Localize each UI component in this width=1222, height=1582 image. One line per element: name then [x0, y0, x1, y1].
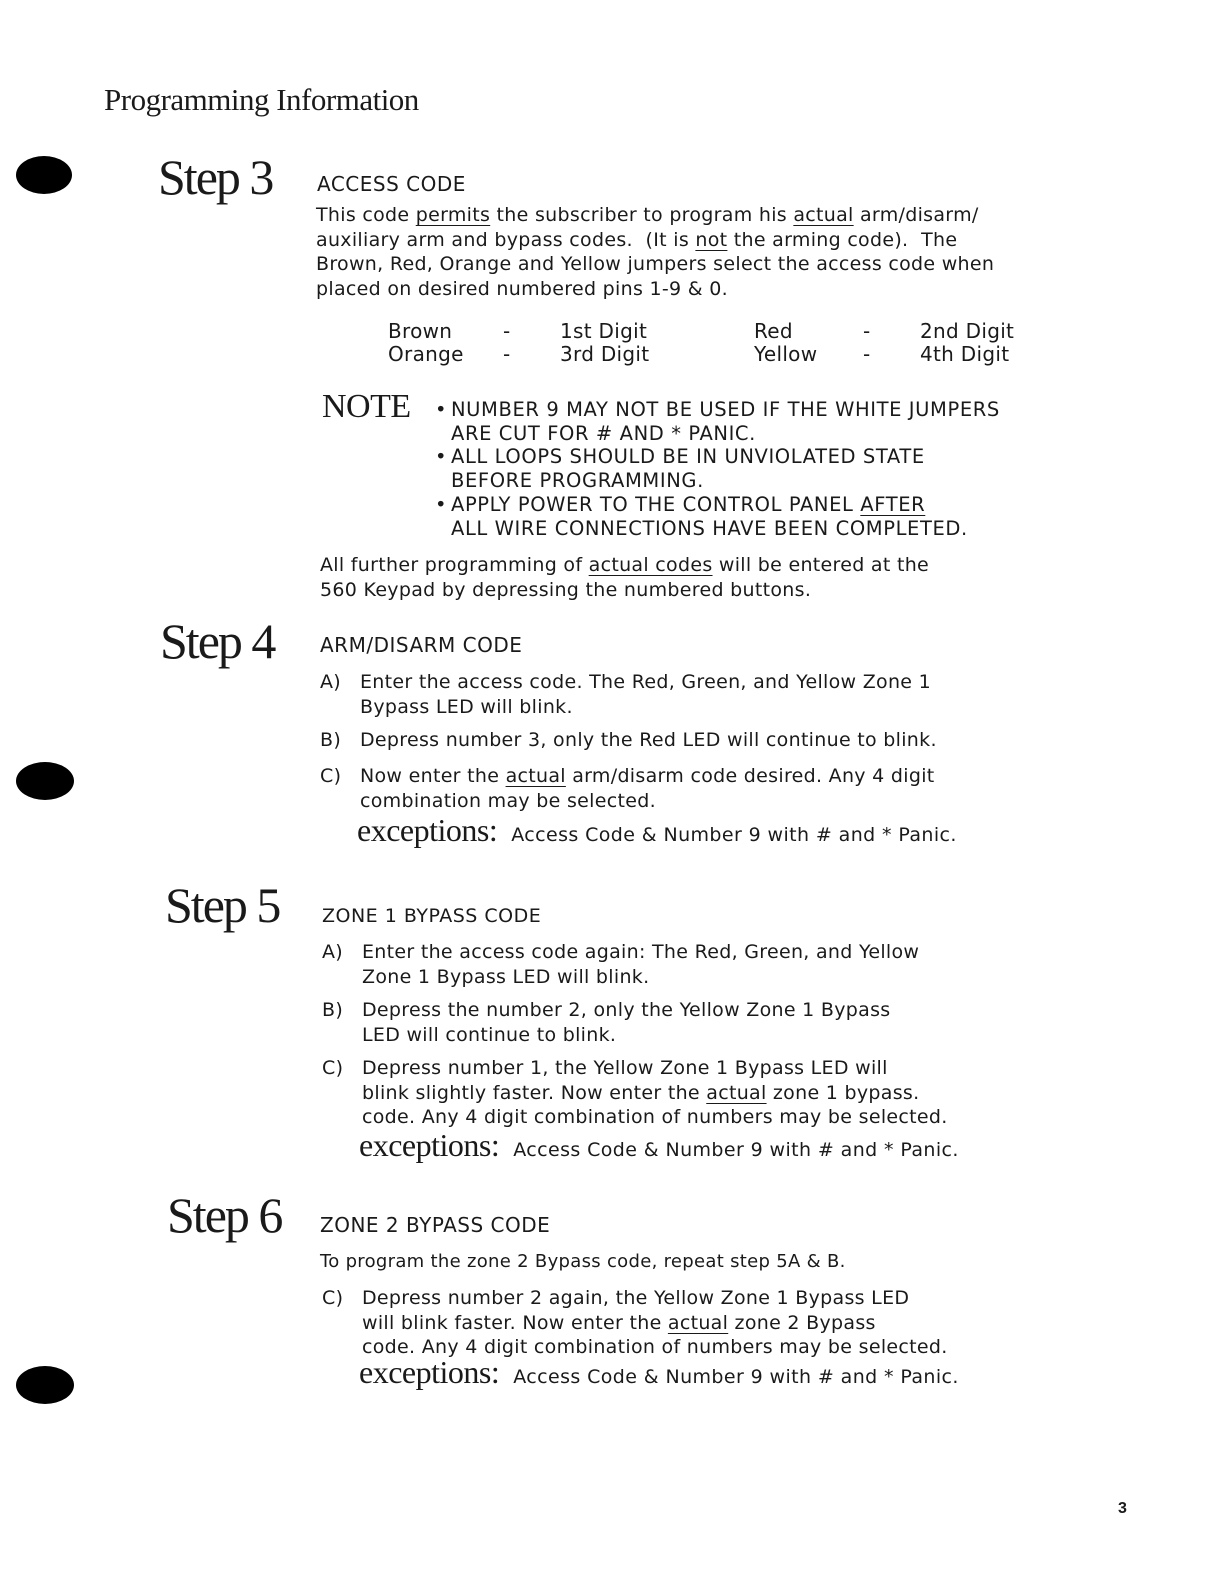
exceptions-text: Access Code & Number 9 with # and * Panic.: [513, 1139, 959, 1161]
page-title: Programming Information: [104, 82, 419, 117]
list-item: C) Depress number 2 again, the Yellow Zone 1 Bypass LED will blink faster. Now enter the actual zone 2 Bypass code. Any 4 digit combination of numbers may be selected.: [322, 1287, 948, 1358]
exceptions-text: Access Code & Number 9 with # and * Panic.: [511, 824, 957, 846]
punch-hole-mark-bottom: [16, 1366, 74, 1404]
underlined-text: not: [695, 228, 728, 251]
note-line: ARE CUT FOR # AND * PANIC.: [451, 421, 756, 445]
exceptions-label: exceptions:: [359, 1354, 500, 1390]
page-number: 3: [1118, 1500, 1127, 1517]
note-list: [435, 398, 1000, 540]
step-6-intro: To program the zone 2 Bypass code, repeat step 5A & B.: [320, 1251, 846, 1272]
note-label: NOTE: [322, 388, 411, 425]
step-4-exceptions: [357, 812, 957, 849]
jumper-digit: 3rd Digit: [560, 342, 650, 366]
underlined-text: actual: [793, 204, 854, 226]
note-bullet: • APPLY POWER TO THE CONTROL PANEL AFTER ALL WIRE CONNECTIONS HAVE BEEN COMPLETED.: [435, 492, 968, 540]
text-run: arm/disarm/: [853, 204, 979, 226]
step-4-label: Step 4: [160, 613, 275, 669]
underlined-text: actual codes: [588, 554, 713, 576]
jumper-table: [388, 320, 1028, 370]
exceptions-label: exceptions:: [357, 812, 498, 848]
jumper-digit: 4th Digit: [920, 342, 1010, 366]
note-line: APPLY POWER TO THE CONTROL PANEL: [451, 492, 861, 516]
jumper-color: Yellow: [754, 342, 818, 366]
list-item: B) Depress number 3, only the Red LED will continue to blink.: [320, 729, 937, 751]
step-6-exceptions: [359, 1354, 959, 1391]
text-run: 560 Keypad by depressing the numbered buttons.: [320, 578, 812, 601]
jumper-dash: -: [863, 342, 871, 366]
list-item: B) Depress the number 2, only the Yellow Zone 1 Bypass LED will continue to blink.: [322, 999, 891, 1046]
text-run: will be entered at the: [712, 554, 930, 576]
jumper-color: Brown: [388, 319, 453, 343]
step-3-label: Step 3: [158, 149, 273, 205]
text-run: auxiliary arm and bypass codes. (It is: [316, 228, 690, 251]
note-line: ALL LOOPS SHOULD BE IN UNVIOLATED STATE: [451, 445, 925, 469]
step-4-items: [320, 670, 937, 813]
jumper-dash: -: [863, 319, 871, 343]
list-item: C) Depress number 1, the Yellow Zone 1 Bypass LED will blink slightly faster. Now enter the actual zone 1 bypass. code. Any 4 digit combination of numbers may be selected.: [322, 1057, 948, 1128]
note-bullet: • NUMBER 9 MAY NOT BE USED IF THE WHITE JUMPERS ARE CUT FOR # AND * PANIC.: [435, 398, 1000, 445]
step-5-heading: ZONE 1 BYPASS CODE: [322, 905, 542, 927]
further-programming-text: [320, 553, 929, 602]
underlined-text: permits: [415, 204, 491, 226]
step-6-items: [322, 1286, 948, 1360]
exceptions-label: exceptions:: [359, 1127, 500, 1163]
step-6-label: Step 6: [167, 1187, 282, 1243]
text-run: the subscriber to program his: [490, 204, 794, 226]
step-5-label: Step 5: [165, 877, 280, 933]
jumper-color: Red: [754, 319, 793, 343]
step-5-items: [322, 940, 948, 1130]
note-line: ALL WIRE CONNECTIONS HAVE BEEN COMPLETED.: [451, 516, 968, 540]
list-item: C) Now enter the actual arm/disarm code desired. Any 4 digit combination may be selected.: [320, 765, 935, 812]
step-3-body: [316, 203, 994, 301]
punch-hole-mark-middle: [16, 762, 74, 800]
list-item: A) Enter the access code again: The Red, Green, and Yellow Zone 1 Bypass LED will blink.: [322, 941, 920, 988]
step-3-heading: ACCESS CODE: [317, 172, 466, 196]
punch-hole-mark-top: [16, 156, 72, 194]
jumper-digit: 1st Digit: [560, 319, 648, 343]
text-run: All further programming of: [320, 554, 589, 576]
step-4-heading: ARM/DISARM CODE: [320, 633, 523, 657]
text-run: Brown, Red, Orange and Yellow jumpers select the access code when: [316, 253, 995, 275]
jumper-color: Orange: [388, 342, 464, 366]
step-5-exceptions: [359, 1127, 959, 1164]
note-line-underlined: AFTER: [860, 492, 926, 516]
note-line: BEFORE PROGRAMMING.: [451, 469, 704, 493]
text-run: the arming code). The: [727, 228, 958, 251]
exceptions-text: Access Code & Number 9 with # and * Panic.: [513, 1366, 959, 1388]
text-run: placed on desired numbered pins 1-9 & 0.: [316, 277, 728, 300]
step-6-heading: ZONE 2 BYPASS CODE: [320, 1213, 551, 1237]
list-item: A) Enter the access code. The Red, Green, and Yellow Zone 1 Bypass LED will blink.: [320, 671, 932, 718]
note-bullet: • ALL LOOPS SHOULD BE IN UNVIOLATED STATE BEFORE PROGRAMMING.: [435, 445, 925, 493]
note-line: NUMBER 9 MAY NOT BE USED IF THE WHITE JUMPERS: [451, 398, 1000, 421]
jumper-digit: 2nd Digit: [920, 319, 1015, 343]
jumper-dash: -: [503, 319, 511, 343]
text-run: This code: [316, 204, 416, 226]
jumper-dash: -: [503, 342, 511, 366]
